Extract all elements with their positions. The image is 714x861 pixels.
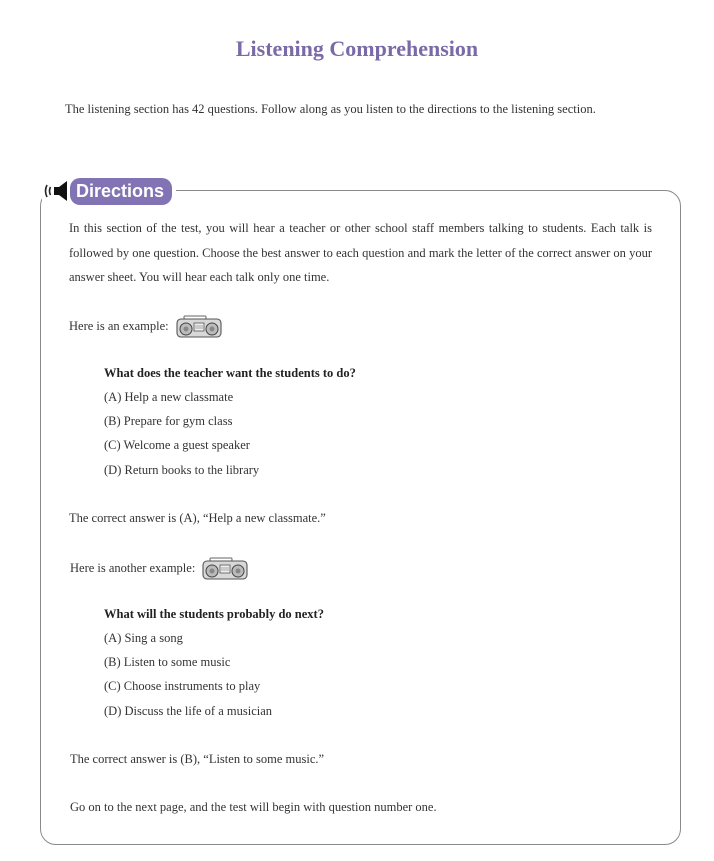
example2-lead-row: [70, 555, 249, 581]
speaker-icon: [42, 179, 70, 203]
directions-paragraph: In this section of the test, you will hear a teacher or other school staff members talking to students. Each talk is followed by one question. Choose the best answer to each question and mark the letter of the correct answer on your answer sheet. You will hear each talk only one time.: [69, 221, 652, 284]
example1-question: What does the teacher want the students to do?: [104, 366, 356, 380]
radio-cassette-icon: [201, 555, 249, 581]
example1-options: [104, 385, 259, 482]
example2-question: What will the students probably do next?: [104, 607, 324, 621]
example2-options: [104, 626, 272, 723]
option: (B) Listen to some music: [104, 655, 231, 670]
option: (C) Choose instruments to play: [104, 679, 261, 694]
option: (B) Prepare for gym class: [104, 414, 233, 429]
example2-answer: The correct answer is (B), “Listen to some music.”: [70, 752, 325, 766]
option: (A) Help a new classmate: [104, 390, 234, 404]
page-title: Listening Comprehension: [235, 36, 479, 61]
intro-text: The listening section has 42 questions. Follow along as you listen to the directions to the listening section.: [65, 102, 596, 116]
option: (C) Welcome a guest speaker: [104, 438, 250, 453]
example1-answer: The correct answer is (A), “Help a new classmate.”: [69, 511, 326, 525]
directions-header: [42, 177, 176, 205]
option: (D) Return books to the library: [104, 462, 260, 477]
directions-label: Directions: [70, 178, 172, 205]
example2-lead: Here is another example:: [70, 560, 196, 575]
radio-cassette-icon: [175, 313, 223, 339]
example1-lead: Here is an example:: [69, 318, 169, 333]
example1-lead-row: [69, 313, 223, 339]
option: (D) Discuss the life of a musician: [104, 703, 273, 718]
closing-text: Go on to the next page, and the test will begin with question number one.: [70, 800, 437, 814]
option: (A) Sing a song: [104, 631, 183, 645]
